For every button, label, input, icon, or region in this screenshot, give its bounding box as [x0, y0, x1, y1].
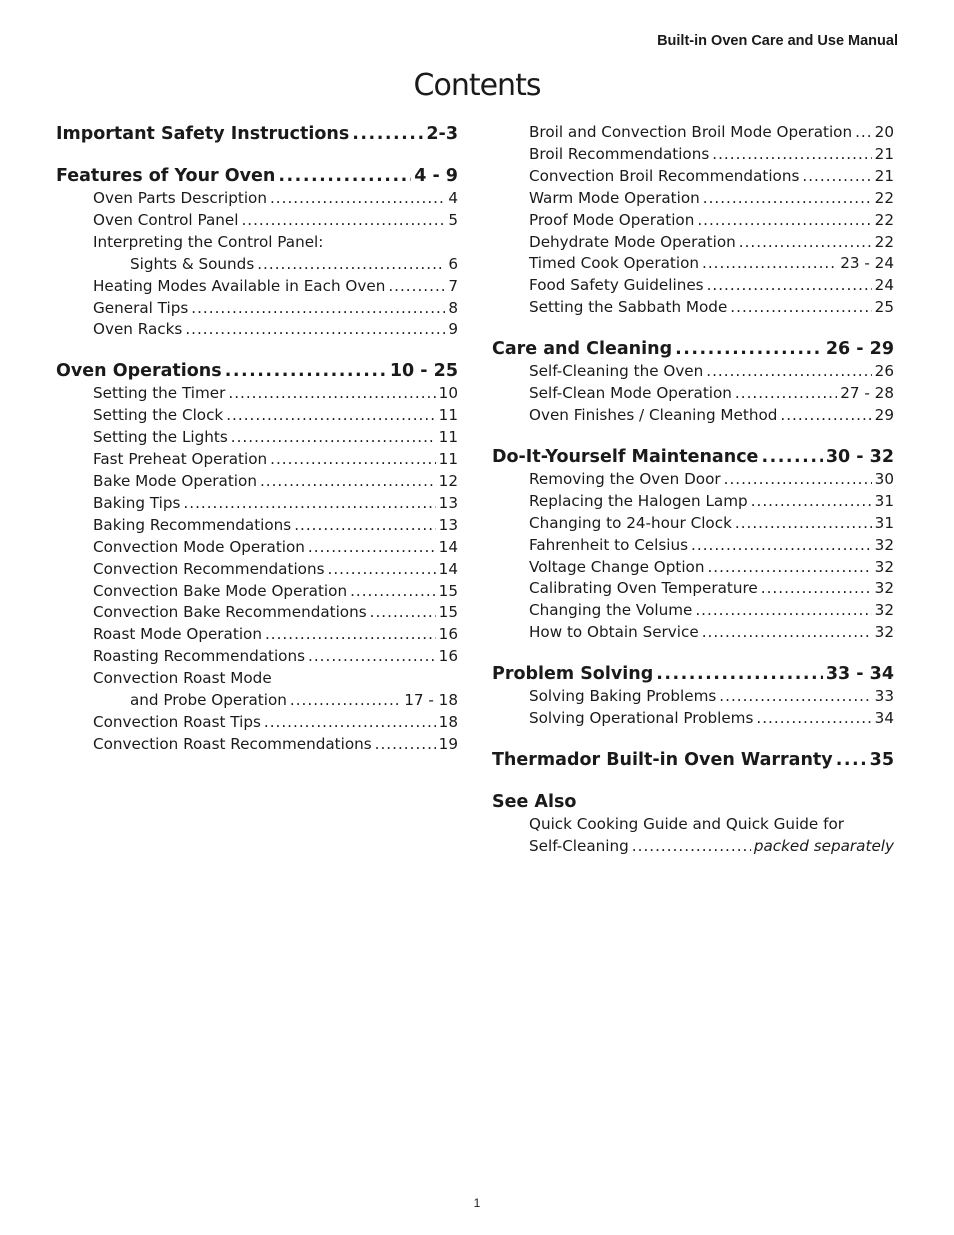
entry-title: Baking Recommendations — [93, 515, 292, 534]
entry-title: Changing to 24-hour Clock — [529, 513, 732, 532]
entry-page: 31 — [874, 491, 894, 510]
entry-page: 7 — [448, 276, 458, 295]
entry-title: General Tips — [93, 298, 189, 317]
entry-title: Setting the Lights — [93, 428, 228, 447]
toc-entry-list — [56, 712, 458, 756]
dot-leader — [702, 253, 837, 275]
dot-leader — [802, 166, 871, 188]
entry-page: 11 — [438, 428, 458, 447]
dot-leader — [191, 298, 445, 320]
toc-entry[interactable] — [56, 383, 458, 405]
entry-title: Baking Tips — [93, 493, 181, 512]
entry-title: Food Safety Guidelines — [529, 276, 704, 295]
entry-title: Convection Roast Tips — [93, 712, 261, 731]
heading-title: Do-It-Yourself Maintenance — [492, 446, 759, 467]
toc-entry[interactable] — [492, 578, 894, 600]
entry-page: 29 — [874, 405, 894, 424]
toc-entry[interactable] — [56, 276, 458, 298]
dot-leader — [702, 622, 872, 644]
entry-page: 6 — [448, 254, 458, 273]
entry-title: Convection Bake Recommendations — [93, 603, 367, 622]
toc-entry-label: Quick Cooking Guide and Quick Guide for — [529, 814, 844, 833]
entry-page: 16 — [438, 625, 458, 644]
entry-page: 33 — [874, 687, 894, 706]
entry-page: 25 — [874, 298, 894, 317]
toc-entry[interactable] — [492, 557, 894, 579]
entry-page: 22 — [874, 188, 894, 207]
dot-leader — [730, 297, 871, 319]
dot-leader — [257, 254, 445, 276]
entry-title: Convection Recommendations — [93, 559, 325, 578]
entry-page: 32 — [874, 535, 894, 554]
toc-entry[interactable] — [56, 298, 458, 320]
toc-entry[interactable] — [56, 515, 458, 537]
entry-title: How to Obtain Service — [529, 623, 699, 642]
toc-entry[interactable] — [56, 712, 458, 734]
toc-entry-list — [492, 686, 894, 730]
heading-title: Care and Cleaning — [492, 339, 673, 360]
toc-entry[interactable] — [56, 471, 458, 493]
entry-title: Roasting Recommendations — [93, 647, 306, 666]
entry-title: Convection Roast Recommendations — [93, 734, 372, 753]
dot-leader — [352, 122, 423, 146]
dot-leader — [375, 734, 436, 756]
toc-heading-diy[interactable] — [492, 445, 894, 469]
entry-title: Proof Mode Operation — [529, 210, 695, 229]
entry-page: 22 — [874, 210, 894, 229]
dot-leader — [370, 602, 436, 624]
toc-entry[interactable] — [492, 275, 894, 297]
toc-entry[interactable] — [56, 646, 458, 668]
entry-title: Self-Clean Mode Operation — [529, 384, 732, 403]
dot-leader — [735, 513, 872, 535]
dot-leader — [225, 359, 387, 383]
dot-leader — [270, 188, 445, 210]
entry-page: 21 — [874, 144, 894, 163]
entry-title: Fast Preheat Operation — [93, 450, 268, 469]
heading-pages: 2-3 — [426, 124, 458, 144]
dot-leader — [780, 405, 871, 427]
dot-leader — [691, 535, 872, 557]
toc-entry-list — [56, 383, 458, 668]
toc-entry[interactable] — [56, 602, 458, 624]
entry-page: 9 — [448, 320, 458, 339]
entry-page: 5 — [448, 210, 458, 229]
entry-page: 12 — [438, 471, 458, 490]
entry-title: Self-Cleaning — [529, 836, 629, 855]
dot-leader — [278, 164, 411, 188]
heading-title: Thermador Built-in Oven Warranty — [492, 749, 833, 770]
entry-page: 4 — [448, 189, 458, 207]
toc-entry[interactable] — [492, 600, 894, 622]
entry-title: Replacing the Halogen Lamp — [529, 491, 748, 510]
toc-entry[interactable] — [492, 210, 894, 232]
toc-entry[interactable] — [492, 232, 894, 254]
toc-entry-list — [492, 361, 894, 427]
toc-section-features — [56, 164, 458, 341]
heading-title: Important Safety Instructions — [56, 124, 350, 144]
entry-title: and Probe Operation — [130, 691, 287, 710]
toc-heading-problems[interactable] — [492, 662, 894, 686]
dot-leader — [761, 578, 872, 600]
heading-pages: 35 — [869, 749, 894, 770]
toc-entry[interactable] — [492, 836, 894, 858]
entry-title: Roast Mode Operation — [93, 625, 262, 644]
entry-page: 30 — [874, 469, 894, 488]
entry-page: 32 — [874, 623, 894, 642]
entry-title: Fahrenheit to Celsius — [529, 535, 689, 554]
toc-left-column — [56, 122, 458, 774]
dot-leader — [632, 836, 751, 858]
entry-title: Convection Bake Mode Operation — [93, 581, 348, 600]
dot-leader — [739, 232, 872, 254]
toc-entry[interactable] — [492, 361, 894, 383]
dot-leader — [706, 361, 871, 383]
toc-entry[interactable] — [56, 690, 458, 712]
toc-entry[interactable] — [56, 493, 458, 515]
toc-heading-operations[interactable] — [56, 359, 458, 383]
entry-page: 24 — [874, 276, 894, 295]
heading-pages: 33 - 34 — [825, 664, 894, 685]
dot-leader — [308, 537, 436, 559]
dot-leader — [260, 471, 436, 493]
toc-heading-safety[interactable] — [56, 122, 458, 146]
toc-entry[interactable] — [492, 144, 894, 166]
dot-leader — [264, 712, 436, 734]
entry-page: 13 — [438, 493, 458, 512]
entry-page: 20 — [874, 123, 894, 141]
toc-section-problems — [492, 662, 894, 730]
entry-title: Voltage Change Option — [529, 557, 705, 576]
toc-entry[interactable] — [492, 122, 894, 144]
page-number: 1 — [473, 1196, 481, 1210]
entry-title: Setting the Timer — [93, 384, 226, 403]
entry-title: Calibrating Oven Temperature — [529, 579, 758, 598]
dot-leader — [294, 515, 435, 537]
dot-leader — [350, 581, 436, 603]
entry-title: Oven Control Panel — [93, 210, 239, 229]
dot-leader — [328, 559, 436, 581]
toc-entry[interactable] — [492, 686, 894, 708]
entry-title: Broil Recommendations — [529, 144, 710, 163]
toc-entry-label: Convection Roast Mode — [93, 669, 272, 688]
dot-leader — [707, 275, 872, 297]
heading-pages: 4 - 9 — [414, 166, 458, 186]
dot-leader — [761, 445, 822, 469]
entry-page: 17 - 18 — [404, 691, 458, 710]
dot-leader — [695, 600, 871, 622]
dot-leader — [724, 469, 872, 491]
toc-entry[interactable] — [492, 491, 894, 513]
dot-leader — [183, 493, 435, 515]
toc-section-care — [492, 337, 894, 427]
dot-leader — [226, 405, 435, 427]
toc-entry[interactable] — [492, 383, 894, 405]
entry-title: Removing the Oven Door — [529, 469, 721, 488]
entry-title: Broil and Convection Broil Mode Operation — [529, 123, 853, 141]
toc-entry-list — [492, 122, 894, 319]
entry-page: packed separately — [753, 836, 894, 855]
entry-page: 18 — [438, 712, 458, 731]
toc-section-warranty — [492, 748, 894, 772]
dot-leader — [707, 557, 871, 579]
entry-page: 31 — [874, 513, 894, 532]
dot-leader — [388, 276, 445, 298]
toc-section-safety — [56, 122, 458, 146]
heading-pages: 26 - 29 — [825, 339, 894, 360]
manual-title: Built-in Oven Care and Use Manual — [657, 33, 898, 49]
entry-title: Setting the Clock — [93, 406, 224, 425]
entry-title: Timed Cook Operation — [529, 254, 700, 273]
toc-entry[interactable] — [56, 734, 458, 756]
dot-leader — [735, 383, 837, 405]
heading-pages: 10 - 25 — [389, 361, 458, 382]
toc-entry[interactable] — [492, 188, 894, 210]
toc-entry[interactable] — [56, 581, 458, 603]
toc-section-operations-cont — [492, 122, 894, 319]
entry-page: 34 — [874, 709, 894, 728]
toc-entry[interactable] — [492, 469, 894, 491]
dot-leader — [703, 188, 872, 210]
entry-title: Oven Finishes / Cleaning Method — [529, 405, 778, 424]
heading-pages: 30 - 32 — [825, 446, 894, 467]
entry-page: 13 — [438, 515, 458, 534]
heading-title: Problem Solving — [492, 664, 654, 685]
entry-page: 14 — [438, 559, 458, 578]
toc-heading-care[interactable] — [492, 337, 894, 361]
toc-heading-features[interactable] — [56, 164, 458, 188]
entry-title: Changing the Volume — [529, 601, 693, 620]
toc-entry[interactable] — [56, 188, 458, 210]
toc-section-diy — [492, 445, 894, 644]
entry-page: 32 — [874, 601, 894, 620]
toc-entry[interactable] — [492, 708, 894, 730]
entry-title: Bake Mode Operation — [93, 471, 257, 490]
toc-right-column — [492, 122, 894, 876]
entry-page: 15 — [438, 581, 458, 600]
entry-page: 22 — [874, 232, 894, 251]
toc-entry-list — [492, 469, 894, 644]
entry-title: Self-Cleaning the Oven — [529, 362, 704, 381]
entry-title: Setting the Sabbath Mode — [529, 298, 728, 317]
entry-page: 16 — [438, 647, 458, 666]
toc-entry[interactable] — [492, 405, 894, 427]
entry-title: Convection Broil Recommendations — [529, 166, 800, 185]
toc-entry[interactable] — [492, 513, 894, 535]
entry-title: Oven Racks — [93, 320, 183, 339]
toc-section-operations — [56, 359, 458, 755]
entry-page: 11 — [438, 406, 458, 425]
toc-heading-see-also: See Also — [492, 791, 577, 812]
dot-leader — [656, 662, 823, 686]
dot-leader — [270, 449, 436, 471]
toc-entry[interactable] — [56, 449, 458, 471]
entry-page: 10 — [438, 384, 458, 403]
entry-title: Convection Mode Operation — [93, 537, 305, 556]
entry-page: 19 — [438, 734, 458, 753]
toc-entry[interactable] — [56, 624, 458, 646]
entry-page: 14 — [438, 537, 458, 556]
toc-entry[interactable] — [56, 559, 458, 581]
entry-page: 15 — [438, 603, 458, 622]
dot-leader — [719, 686, 871, 708]
dot-leader — [241, 210, 445, 232]
toc-entry[interactable] — [56, 254, 458, 276]
toc-entry[interactable] — [56, 537, 458, 559]
dot-leader — [265, 624, 436, 646]
heading-title: Oven Operations — [56, 361, 222, 382]
toc-entry[interactable] — [56, 405, 458, 427]
heading-title: Features of Your Oven — [56, 166, 276, 186]
entry-title: Solving Operational Problems — [529, 709, 754, 728]
dot-leader — [836, 748, 867, 772]
entry-page: 11 — [438, 450, 458, 469]
entry-page: 21 — [874, 166, 894, 185]
dot-leader — [751, 491, 872, 513]
toc-entry[interactable] — [492, 166, 894, 188]
toc-entry[interactable] — [492, 622, 894, 644]
toc-entry[interactable] — [56, 319, 458, 341]
dot-leader — [185, 319, 445, 341]
entry-page: 32 — [874, 557, 894, 576]
dot-leader — [712, 144, 871, 166]
entry-title: Dehydrate Mode Operation — [529, 232, 736, 251]
dot-leader — [308, 646, 436, 668]
entry-page: 32 — [874, 579, 894, 598]
entry-page: 8 — [448, 298, 458, 317]
entry-title: Heating Modes Available in Each Oven — [93, 276, 386, 295]
entry-title: Solving Baking Problems — [529, 687, 717, 706]
page-title: Contents — [413, 68, 541, 103]
toc-entry[interactable] — [492, 253, 894, 275]
dot-leader — [228, 383, 435, 405]
entry-title: Warm Mode Operation — [529, 188, 700, 207]
toc-entry-label: Interpreting the Control Panel: — [93, 232, 324, 251]
dot-leader — [675, 337, 823, 361]
entry-page: 26 — [874, 362, 894, 381]
dot-leader — [290, 690, 401, 712]
toc-entry[interactable] — [56, 210, 458, 232]
dot-leader — [756, 708, 871, 730]
entry-title: Oven Parts Description — [93, 189, 267, 207]
dot-leader — [231, 427, 436, 449]
entry-page: 27 - 28 — [840, 384, 894, 403]
dot-leader — [697, 210, 871, 232]
dot-leader — [855, 122, 872, 144]
toc-entry[interactable] — [492, 297, 894, 319]
toc-section-see-also — [492, 790, 894, 858]
entry-title: Sights & Sounds — [130, 254, 255, 273]
toc-entry[interactable] — [56, 427, 458, 449]
toc-entry[interactable] — [492, 535, 894, 557]
toc-heading-warranty[interactable] — [492, 748, 894, 772]
entry-page: 23 - 24 — [840, 254, 894, 273]
